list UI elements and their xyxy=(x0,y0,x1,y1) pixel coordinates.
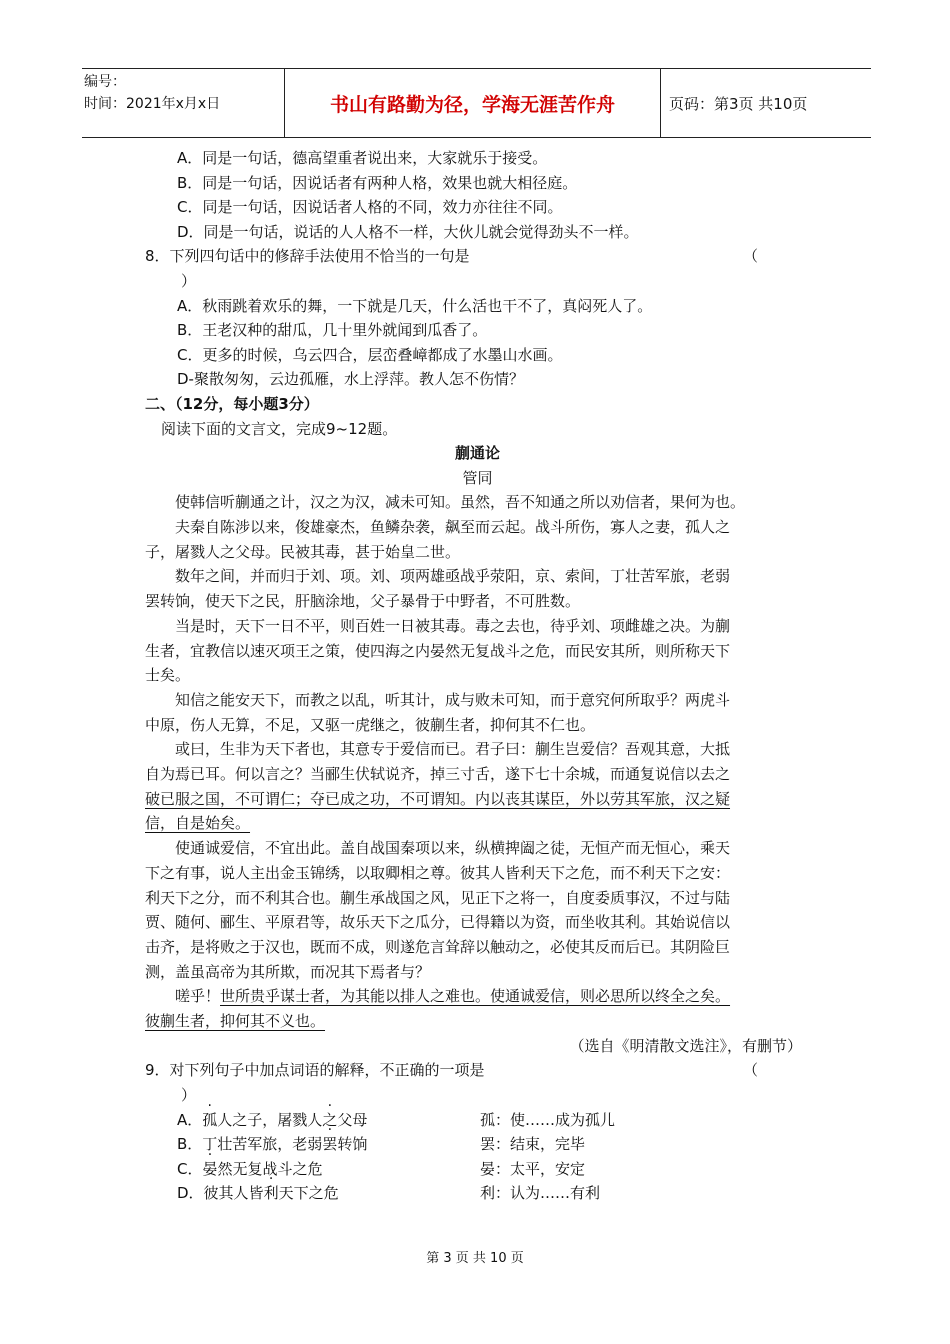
passage-line: 下之有事，说人主出金玉锦绣，以取卿相之尊。彼其人皆利天下之危，而不利天下之安： xyxy=(145,863,731,882)
header-page-number: 页码：第3页 共10页 xyxy=(669,94,808,113)
option-text: B．丁壮苦军旅，老弱 xyxy=(177,1135,323,1154)
section-2-instruction: 阅读下面的文言文，完成9~12题。 xyxy=(161,419,398,438)
passage-line: 自为焉已耳。何以言之？当郦生伏轼说齐，掉三寸舌，遂下七十余城，而通复说信以去之 xyxy=(145,765,731,784)
emphasis-dot-char: 晏 xyxy=(202,1159,218,1178)
q8-paren-close: ） xyxy=(181,271,197,290)
passage-line: 子，屠戮人之父母。民被其毒，甚于始皇二世。 xyxy=(145,542,461,561)
passage-line: 利天下之分，而不利其合也。蒯生承战国之风，见正下之将一，自度委质事汉，不过与陆 xyxy=(145,888,731,907)
q9-option-b xyxy=(145,1132,810,1157)
passage-underlined-text: 彼蒯生者，抑何其不义也。 xyxy=(145,1012,326,1031)
header-motto: 书山有路勤为径，学海无涯苦作舟 xyxy=(284,69,661,137)
header-meta xyxy=(82,69,284,137)
q8-option-b: B．王老汉种的甜瓜，几十里外就闻到瓜香了。 xyxy=(177,321,488,340)
option-text: 转饷 xyxy=(337,1135,368,1154)
option-text: 然无复战斗之危 xyxy=(217,1159,323,1178)
q9-paren-close: ） xyxy=(181,1085,197,1104)
passage-line: 中原，伤人无算，不足，又驱一虎继之，彼蒯生者，抑何其不仁也。 xyxy=(145,715,596,734)
passage-line: 使韩信听蒯通之计，汉之为汉，减未可知。虽然，吾不知通之所以劝信者，果何为也。 xyxy=(175,493,746,512)
passage-line xyxy=(145,1009,810,1034)
q7-option-a: A．同是一句话，德高望重者说出来，大家就乐于接受。 xyxy=(177,149,548,167)
q9-option-sentence xyxy=(177,1132,480,1157)
q9-option-sentence xyxy=(177,1157,480,1182)
q9-option-gloss: 孤：使……成为孤儿 xyxy=(480,1110,616,1129)
page-content xyxy=(145,146,810,1206)
option-text: C． xyxy=(177,1159,203,1178)
header-number: 编号： xyxy=(84,74,126,90)
q8-paren-open: （ xyxy=(742,247,758,266)
option-text: D．彼其人皆 xyxy=(177,1184,264,1203)
page-header xyxy=(82,68,871,138)
passage-line: 或曰，生非为天下者也，其意专于爱信而已。君子曰：蒯生岂爱信？吾观其意，大抵 xyxy=(175,740,731,759)
passage-underlined-line: 破已服之国，不可谓仁；夺已成之功，不可谓知。内以丧其谋臣，外以劳其军旅，汉之疑 xyxy=(145,789,731,808)
passage-line: 当是时，天下一日不平，则百姓一日被其毒。毒之去也，待乎刘、项雌雄之决。为蒯 xyxy=(175,616,731,635)
passage-line: 生者，宜教信以速灭项王之策，使四海之内晏然无复战斗之危，而民安其所，则所称天下 xyxy=(145,641,731,660)
header-date: 时间：2021年x月x日 xyxy=(84,96,221,112)
q9-option-gloss: 利：认为……有利 xyxy=(480,1184,601,1203)
emphasis-dot-char: 孤 xyxy=(202,1110,218,1129)
passage-line: 罢转饷，使天下之民，肝脑涂地，父子暴骨于中野者，不可胜数。 xyxy=(145,592,581,611)
passage-line: 贾、随何、郦生、平原君等，故乐天下之瓜分，已得籍以为资，而坐收其利。其始说信以 xyxy=(145,913,731,932)
q9-option-gloss: 罢：结束，完毕 xyxy=(480,1135,586,1154)
q9-option-sentence xyxy=(177,1181,480,1206)
q7-option-c: C．同是一句话，因说话者人格的不同，效力亦往往不同。 xyxy=(177,198,563,217)
question-9 xyxy=(145,1058,810,1083)
q8-text: 8．下列四句话中的修辞手法使用不恰当的一句是 xyxy=(145,247,470,266)
passage-line: 使通诚爱信，不宜出此。盖自战国秦项以来，纵横捭阖之徒，无恒产而无恒心，乘天 xyxy=(175,839,731,858)
passage-line: 夫秦自陈涉以来，俊雄豪杰，鱼鳞杂袭，飙至而云起。战斗所伤，寡人之妻，孤人之 xyxy=(175,518,731,537)
passage-line: 击齐，是将败之于汉也，既而不成，则遂危言耸辞以触动之，必使其反而后已。其阴险巨 xyxy=(145,937,731,956)
q7-option-b: B．同是一句话，因说话者有两种人格，效果也就大相径庭。 xyxy=(177,173,578,192)
option-text: 天下之危 xyxy=(278,1184,339,1203)
q9-option-gloss: 晏：太平，安定 xyxy=(480,1159,586,1178)
passage-line: 士矣。 xyxy=(145,666,191,685)
passage-line xyxy=(145,984,810,1009)
emphasis-dot-char: 罢 xyxy=(322,1135,338,1154)
option-text: 人之子，屠戮人 xyxy=(217,1110,323,1129)
emphasis-dot-char: 之 xyxy=(322,1110,338,1129)
passage-title: 蒯通论 xyxy=(454,444,500,463)
q9-option-c xyxy=(145,1157,810,1182)
passage-line xyxy=(145,811,810,836)
passage-line: 数年之间，并而归于刘、项。刘、项两雄亟战乎荥阳，京、索间，丁壮苦军旅，老弱 xyxy=(175,567,731,586)
question-8 xyxy=(145,244,810,269)
passage-line: 知信之能安天下，而教之以乱，听其计，成与败未可知，而于意究何所取乎？两虎斗 xyxy=(175,690,731,709)
q9-text: 9．对下列句子中加点词语的解释，不正确的一项是 xyxy=(145,1061,485,1080)
passage-body xyxy=(145,490,810,1033)
passage-underlined-text: 世所贵乎谋士者，为其能以排人之难也。使通诚爱信，则必思所以终全之矣。 xyxy=(220,987,731,1006)
section-2-heading: 二、（12分，每小题3分） xyxy=(145,394,319,413)
q9-option-d xyxy=(145,1181,810,1206)
q7-option-d: D．同是一句话，说话的人人格不一样，大伙儿就会觉得劲头不一样。 xyxy=(177,222,639,241)
emphasis-dot-char: 利 xyxy=(263,1184,279,1203)
q9-paren-open: （ xyxy=(742,1061,758,1080)
passage-source: （选自《明清散文选注》，有删节） xyxy=(569,1036,802,1055)
page-footer: 第 3 页 共 10 页 xyxy=(426,1251,524,1266)
passage-author: 管同 xyxy=(462,468,493,487)
passage-line: 测，盖虽高帝为其所欺，而况其下焉者与？ xyxy=(145,962,431,981)
q9-option-a xyxy=(145,1108,810,1133)
q8-option-a: A．秋雨跳着欢乐的舞，一下就是几天，什么活也干不了，真闷死人了。 xyxy=(177,296,653,315)
option-text: 父母 xyxy=(337,1110,368,1129)
passage-text: 嗟乎！ xyxy=(175,987,221,1006)
passage-underlined-text: 信，自是始矣。 xyxy=(145,814,251,833)
q8-option-c: C．更多的时候，乌云四合，层峦叠嶂都成了水墨山水画。 xyxy=(177,345,563,364)
option-text: A． xyxy=(177,1110,203,1129)
q8-option-d: D-聚散匆匆，云边孤雁，水上浮萍。教人怎不伤情？ xyxy=(177,370,524,389)
